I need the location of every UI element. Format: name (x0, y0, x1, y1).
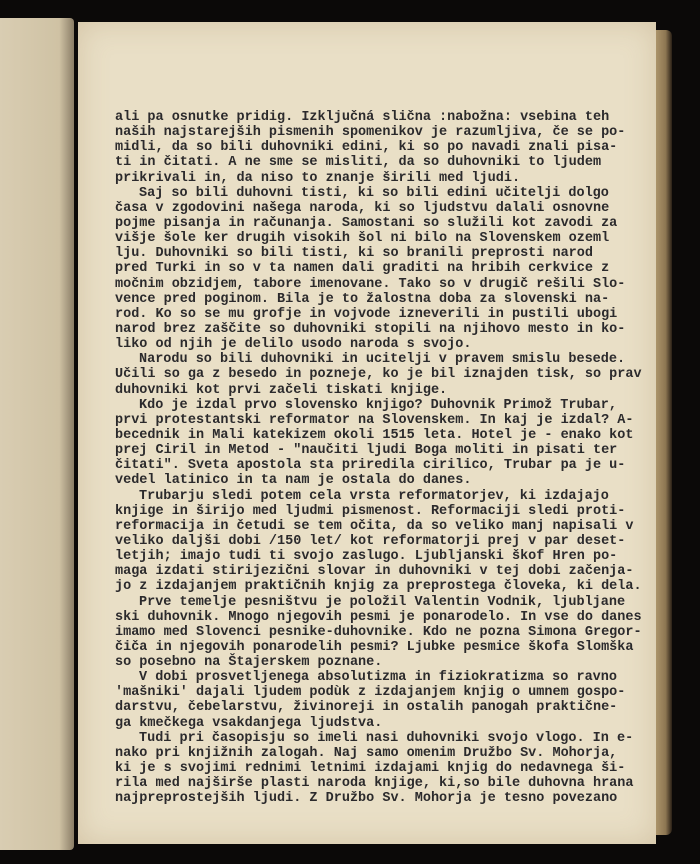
text-line: ski duhovnik. Mnogo njegovih pesmi je ponarodelo. In vse do danes (115, 609, 642, 625)
page-text (115, 110, 642, 806)
text-line: prej Ciril in Metod - "naučiti ljudi Boga moliti in pisati ter (115, 443, 618, 459)
text-line: čitati". Sveta apostola sta priredila cirilico, Trubar pa je u- (115, 458, 626, 474)
text-line: najpreprostejših ljudi. Z Družbo Sv. Mohorja je tesno povezano (115, 791, 618, 807)
text-line: časa v zgodovini našega naroda, ki so ljudstvu dalali osnovne (115, 200, 610, 216)
text-line: maga izdati stirijezični slovar in duhovniki v tej dobi začenja- (115, 564, 634, 580)
text-line: čiča in njegovih ponarodelih pesmi? Ljubke pesmice škofa Slomška (115, 639, 634, 655)
text-line: rod. Ko so se mu grofje in vojvode izneverili in pustili ubogi (115, 306, 618, 322)
text-line: jo z izdajanjem praktičnih knjig za preprostega človeka, ki dela. (115, 579, 642, 595)
text-line: vedel latinico in ta nam je ostala do danes. (115, 473, 472, 489)
text-line: prvi protestantski reformator na Slovenskem. In kaj je izdal? A- (115, 412, 634, 428)
text-line: ali pa osnutke pridig. Izključná slična :nabožna: vsebina teh (115, 110, 610, 125)
typewritten-page (78, 22, 656, 844)
text-line: prikrivali in, da niso to znanje širili med ljudi. (115, 170, 521, 186)
text-line: V dobi prosvetljenega absolutizma in fiziokratizma so ravno (139, 670, 617, 686)
text-line: Prve temelje pesništvu je položil Valentin Vodnik, ljubljane (139, 594, 626, 610)
text-line: lju. Duhovniki so bili tisti, ki so branili preprosti narod (115, 246, 593, 262)
text-line: imamo med Slovenci pesnike-duhovnike. Kdo ne pozna Simona Gregor- (115, 624, 642, 640)
text-line: narod brez zaščite so duhovniki stopili na njihovo mesto in ko- (115, 321, 626, 337)
text-line: Kdo je izdal prvo slovensko knjigo? Duhovnik Primož Trubar, (139, 397, 617, 413)
text-line: vence pred poginom. Bila je to žalostna doba za slovenski na- (115, 291, 610, 307)
text-line: so posebno na Štajerskem poznane. (115, 655, 383, 671)
text-line: midli, da so bili duhovniki edini, ki so po navadi znali pisa- (115, 140, 618, 156)
text-line: duhovniki kot prvi začeli tiskati knjige. (115, 382, 448, 398)
text-line: liko od njih je delilo usodo naroda s svojo. (115, 337, 472, 353)
text-line: pred Turki in so v ta namen dali graditi na hribih cerkvice z (115, 261, 610, 277)
text-line: veliko daljši dobi /150 let/ kot reformatorji prej v par deset- (115, 533, 626, 549)
text-line: močnim obzidjem, tabore imenovane. Tako so v drugič rešili Slo- (115, 276, 626, 292)
text-line: letjih; imajo tudi ti svojo zaslugo. Ljubljanski škof Hren po- (115, 549, 618, 565)
text-line: rila med najširše plasti naroda knjige, ki,so bile duhovna hrana (115, 776, 634, 792)
text-line: višje šole ker drugih visokih šol ni bilo na Slovenskem ozeml (115, 231, 610, 247)
text-line: Tudi pri časopisju so imeli nasi duhovniki svojo vlogo. In e- (139, 730, 634, 746)
text-line: nako pri knjižnih zalogah. Naj samo omenim Družbo Sv. Mohorja, (115, 745, 618, 761)
text-line: 'mašniki' dajali ljudem podùk z izdajanjem knjig o umnem gospo- (115, 685, 626, 701)
text-line: ga kmečkega vsakdanjega ljudstva. (115, 715, 383, 731)
text-line: ki je s svojimi rednimi letnimi izdajami knjig do nedavnega ši- (115, 761, 626, 777)
text-line: Učili so ga z besedo in pozneje, ko je bil iznajden tisk, so prav (115, 367, 642, 383)
text-line: darstvu, čebelarstvu, živinoreji in ostalih panogah praktične- (115, 700, 618, 716)
text-line: becednik in Mali katekizem okoli 1515 leta. Hotel je - enako kot (115, 427, 634, 443)
text-line: Trubarju sledi potem cela vrsta reformatorjev, ki izdajajo (139, 488, 609, 504)
left-page-edge (0, 18, 74, 850)
text-line: Saj so bili duhovni tisti, ki so bili edini učitelji dolgo (139, 185, 609, 201)
text-line: knjige in širijo med ljudmi pismenost. Reformaciji sledi proti- (115, 503, 626, 519)
text-line: Narodu so bili duhovniki in ucitelji v pravem smislu besede. (139, 352, 626, 368)
text-line: ti in čitati. A ne sme se misliti, da so duhovniki to ljudem (115, 155, 602, 171)
text-line: reformacija in četudi se tem očita, da so veliko manj napisali v (115, 518, 634, 534)
text-line: pojme pisanja in računanja. Samostani so služili kot zavodi za (115, 215, 618, 231)
text-line: naših najstarejših pismenih spomenikov je razumljiva, če se po- (115, 125, 626, 141)
